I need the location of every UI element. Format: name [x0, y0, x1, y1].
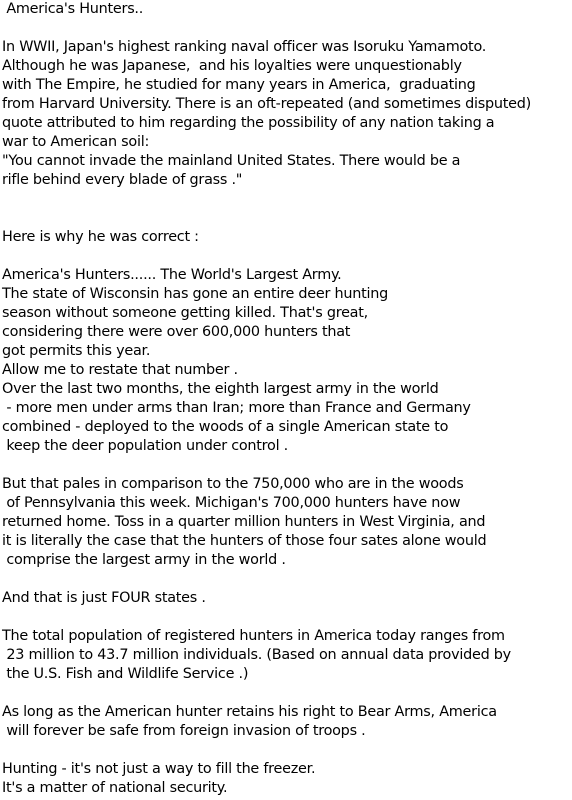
paragraph-line: In WWII, Japan's highest ranking naval officer was Isoruku Yamamoto. [2, 39, 487, 55]
paragraph-line: 23 million to 43.7 million individuals. (Based on annual data provided by [2, 647, 511, 663]
quote-line: "You cannot invade the mainland United States. There would be a [2, 153, 461, 169]
paragraph-line: it is literally the case that the hunters of those four sates alone would [2, 533, 487, 549]
paragraph-line: Here is why he was correct : [2, 229, 199, 245]
paragraph-line: considering there were over 600,000 hunters that [2, 324, 351, 340]
paragraph-line: returned home. Toss in a quarter million hunters in West Virginia, and [2, 514, 486, 530]
paragraph-line: keep the deer population under control . [2, 438, 288, 454]
section-heading: America's Hunters...... The World's Largest Army. [2, 267, 342, 283]
paragraph-line: Although he was Japanese, and his loyalties were unquestionably [2, 58, 462, 74]
closing-line: It's a matter of national security. [2, 780, 228, 796]
paragraph-line: - more men under arms than Iran; more than France and Germany [2, 400, 471, 416]
paragraph-line: comprise the largest army in the world . [2, 552, 286, 568]
paragraph-line: of Pennsylvania this week. Michigan's 700,000 hunters have now [2, 495, 461, 511]
paragraph-line: Allow me to restate that number . [2, 362, 238, 378]
paragraph-line: season without someone getting killed. That's great, [2, 305, 368, 321]
closing-line: Hunting - it's not just a way to fill the freezer. [2, 761, 316, 777]
paragraph-line: with The Empire, he studied for many years in America, graduating [2, 77, 476, 93]
paragraph-line: from Harvard University. There is an oft-repeated (and sometimes disputed) [2, 96, 531, 112]
paragraph-line: got permits this year. [2, 343, 151, 359]
paragraph-line: And that is just FOUR states . [2, 590, 206, 606]
paragraph-line: Over the last two months, the eighth largest army in the world [2, 381, 439, 397]
paragraph-line: quote attributed to him regarding the possibility of any nation taking a [2, 115, 495, 131]
document-title: America's Hunters.. [2, 1, 144, 17]
paragraph-line: will forever be safe from foreign invasion of troops . [2, 723, 366, 739]
paragraph-line: the U.S. Fish and Wildlife Service .) [2, 666, 249, 682]
paragraph-line: The total population of registered hunters in America today ranges from [2, 628, 505, 644]
paragraph-line: The state of Wisconsin has gone an entire deer hunting [2, 286, 388, 302]
quote-line: rifle behind every blade of grass ." [2, 172, 243, 188]
paragraph-line: combined - deployed to the woods of a single American state to [2, 419, 449, 435]
paragraph-line: As long as the American hunter retains his right to Bear Arms, America [2, 704, 497, 720]
paragraph-line: war to American soil: [2, 134, 150, 150]
paragraph-line: But that pales in comparison to the 750,000 who are in the woods [2, 476, 464, 492]
